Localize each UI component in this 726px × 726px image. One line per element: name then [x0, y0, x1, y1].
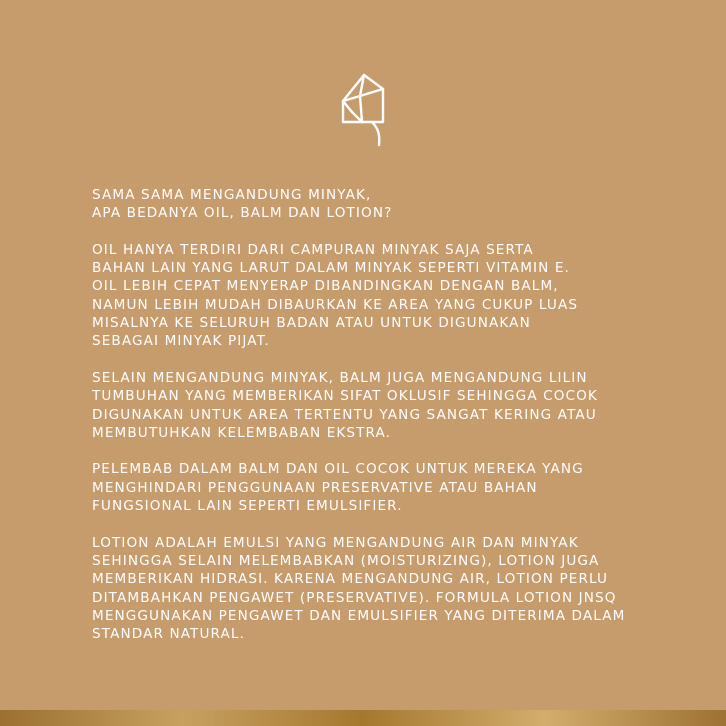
text-line: MENGHINDARI PENGGUNAAN PRESERVATIVE ATAU BAHAN: [92, 479, 538, 496]
bottom-accent-bar: [0, 710, 726, 726]
text-line: SELAIN MENGANDUNG MINYAK, BALM JUGA MENGANDUNG LILIN: [92, 369, 588, 386]
text-line: SAMA SAMA MENGANDUNG MINYAK,: [92, 187, 372, 203]
text-line: MISALNYA KE SELURUH BADAN ATAU UNTUK DIGUNAKAN: [92, 315, 531, 332]
text-line: DITAMBAHKAN PENGAWET (PRESERVATIVE). FORMULA LOTION JNSQ: [92, 589, 617, 606]
body-paragraph: [92, 369, 712, 442]
headline-paragraph: [92, 186, 712, 223]
text-line: OIL HANYA TERDIRI DARI CAMPURAN MINYAK SAJA SERTA: [92, 241, 534, 258]
text-line: NAMUN LEBIH MUDAH DIBAURKAN KE AREA YANG CUKUP LUAS: [92, 296, 579, 313]
text-line: PELEMBAB DALAM BALM DAN OIL COCOK UNTUK MEREKA YANG: [92, 461, 584, 478]
body-paragraph: [92, 241, 712, 351]
text-line: MENGGUNAKAN PENGAWET DAN EMULSIFIER YANG DITERIMA DALAM: [92, 607, 626, 624]
text-line: OIL LEBIH CEPAT MENYERAP DIBANDINGKAN DENGAN BALM,: [92, 278, 559, 295]
text-line: MEMBERIKAN HIDRASI. KARENA MENGANDUNG AIR, LOTION PERLU: [92, 571, 609, 588]
leaf-gem-q-logo-icon: [338, 72, 388, 148]
text-line: BAHAN LAIN YANG LARUT DALAM MINYAK SEPERTI VITAMIN E.: [92, 260, 570, 277]
text-line: MEMBUTUHKAN KELEMBABAN EKSTRA.: [92, 424, 392, 441]
body-paragraph: [92, 460, 712, 515]
article-text: [92, 186, 712, 662]
text-line: FUNGSIONAL LAIN SEPERTI EMULSIFIER.: [92, 498, 403, 515]
text-line: DIGUNAKAN UNTUK AREA TERTENTU YANG SANGAT KERING ATAU: [92, 406, 597, 423]
text-line: TUMBUHAN YANG MEMBERIKAN SIFAT OKLUSIF SEHINGGA COCOK: [92, 388, 598, 405]
text-line: APA BEDANYA OIL, BALM DAN LOTION?: [92, 205, 393, 222]
text-line: SEHINGGA SELAIN MELEMBABKAN (MOISTURIZING), LOTION JUGA: [92, 552, 600, 569]
text-line: SEBAGAI MINYAK PIJAT.: [92, 333, 270, 350]
text-line: LOTION ADALAH EMULSI YANG MENGANDUNG AIR DAN MINYAK: [92, 534, 579, 551]
text-line: STANDAR NATURAL.: [92, 626, 245, 643]
body-paragraph: [92, 534, 712, 644]
